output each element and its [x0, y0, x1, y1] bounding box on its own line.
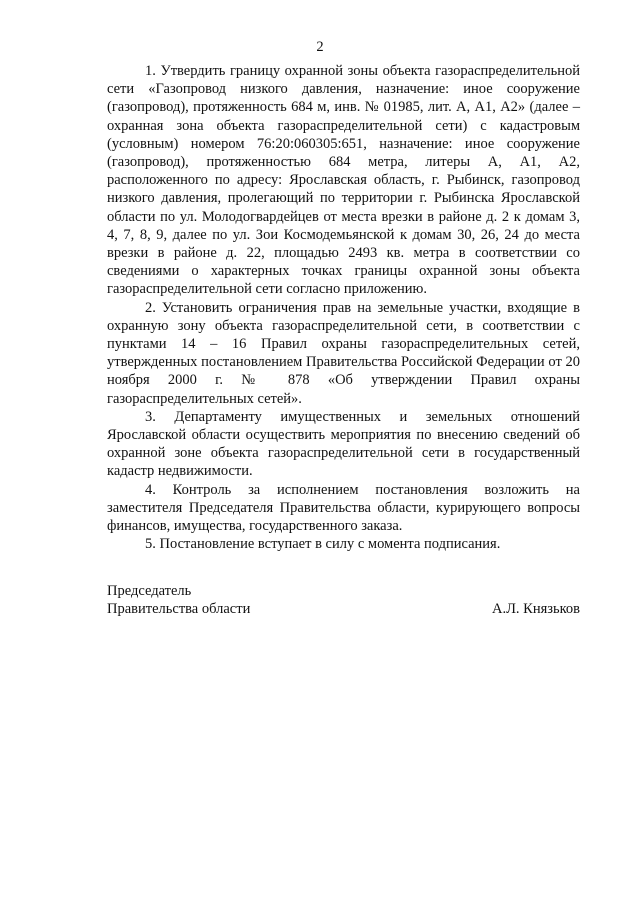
paragraph-2: 2. Установить ограничения прав на земельные участки, входящие в охранную зону объекта газораспределительной сети, в соответствии с пунктами 14 – 16 Правил охраны газораспределительных сетей, утвержденных постановлением Правительства Российской Федерации от 20 ноября 2000 г. № 878 «Об утверждении Правил охраны газораспределительных сетей».	[107, 299, 580, 407]
document-body	[107, 62, 580, 553]
paragraph-3: 3. Департаменту имущественных и земельных отношений Ярославской области осуществить мероприятия по внесению сведений об охранной зоне объекта газораспределительной сети в государственный кадастр недвижимости.	[107, 408, 580, 480]
paragraph-4: 4. Контроль за исполнением постановления возложить на заместителя Председателя Правительства области, курирующего вопросы финансов, имущества, государственного заказа.	[107, 481, 580, 535]
paragraph-1: 1. Утвердить границу охранной зоны объекта газораспределительной сети «Газопровод низкого давления, назначение: иное сооружение (газопровод), протяженность 684 м, инв. № 01985, лит. А, А1, А2» (далее – охранная зона объекта газораспределительной сети) с кадастровым (условным) номером 76:20:060305:651, назначение: иное сооружение (газопровод), протяженностью 684 метра, литеры А, А1, А2, расположенного по адресу: Ярославская область, г. Рыбинск, газопровод низкого давления, пролегающий по территории г. Рыбинска Ярославской области по ул. Молодогвардейцев от места врезки в районе д. 2 к домам 3, 4, 7, 8, 9, далее по ул. Зои Космодемьянской к домам 30, 26, 24 до места врезки в районе д. 22, площадью 2493 кв. метра в соответствии со сведениями о характерных точках границы охранной зоны объекта газораспределительной сети согласно приложению.	[107, 63, 580, 298]
signatory-name: А.Л. Князьков	[491, 601, 580, 618]
paragraph-5: 5. Постановление вступает в силу с момента подписания.	[145, 536, 501, 553]
signatory-title-line2: Правительства области	[107, 601, 251, 618]
signature-block	[107, 582, 580, 618]
signatory-title-line1: Председатель	[107, 583, 192, 599]
page-number: 2	[316, 39, 324, 55]
signature-row	[107, 600, 580, 618]
